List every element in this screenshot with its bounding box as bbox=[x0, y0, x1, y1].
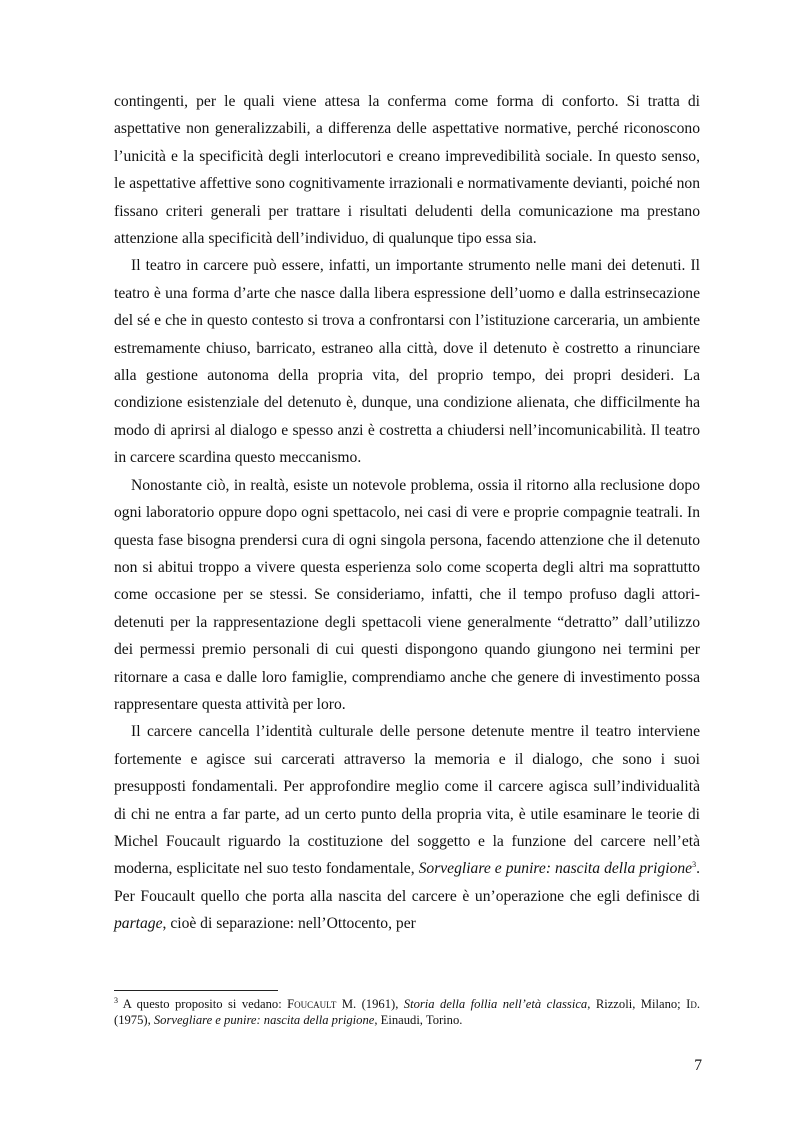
footnote-text: , Rizzoli, Milano; bbox=[587, 997, 687, 1011]
footnote-text: M. (1961), bbox=[336, 997, 404, 1011]
italic-term: partage bbox=[114, 915, 163, 933]
footnote-text: . (1975), bbox=[114, 997, 700, 1027]
paragraph: Il teatro in carcere può essere, infatti, un importante strumento nelle mani dei detenuti. Il teatro è una forma d’arte che nasce dalla libera espressione dell’uomo e dalla estrinsecazione del sé e che in questo contesto si trova a confrontarsi con l’istituzione carceraria, un ambiente estremamente chiuso, barricato, estraneo alla città, dove il detenuto è costretto a rinunciare alla gestione autonoma della propria vita, del proprio tempo, dei propri desideri. La condizione esistenziale del detenuto è, dunque, una condizione alienata, che difficilmente ha modo di aprirsi al dialogo e spesso anzi è costretta a chiudersi nell’incomunicabilità. Il teatro in carcere scardina questo meccanismo. bbox=[114, 257, 700, 467]
book-title: Sorvegliare e punire: nascita della prigione bbox=[153, 1012, 375, 1027]
book-title: Sorvegliare e punire: nascita della prigione bbox=[418, 860, 693, 878]
main-text bbox=[114, 88, 700, 938]
footnote-reference[interactable]: 3 bbox=[692, 860, 697, 870]
footnote-number: 3 bbox=[114, 995, 118, 1005]
footnote-separator bbox=[114, 990, 278, 991]
footnote-text: A questo proposito si vedano: bbox=[118, 997, 288, 1011]
paragraph bbox=[114, 718, 700, 937]
author-name: Id bbox=[686, 997, 697, 1011]
author-name: Foucault bbox=[287, 997, 337, 1011]
footnote-text: , Einaudi, Torino. bbox=[374, 1012, 463, 1027]
paragraph-text: , cioè di separazione: nell’Ottocento, per bbox=[162, 915, 416, 933]
footnote bbox=[114, 997, 700, 1028]
book-title: Storia della follia nell’età classica bbox=[403, 997, 588, 1011]
paragraph-text: . Per Foucault quello che porta alla nascita del carcere è un’operazione che egli definisce di bbox=[114, 860, 700, 905]
paragraph: contingenti, per le quali viene attesa la conferma come forma di conforto. Si tratta di aspettative non generalizzabili, a differenza delle aspettative normative, perché riconoscono l’unicità e la specificità degli interlocutori e creano imprevedibilità sociale. In questo senso, le aspettative affettive sono cognitivamente irrazionali e normativamente devianti, poiché non fissano criteri generali per trattare i risultati deludenti della comunicazione ma prestano attenzione alla specificità dell’individuo, di qualunque tipo essa sia. bbox=[114, 93, 700, 248]
paragraph-text: Il carcere cancella l’identità culturale delle persone detenute mentre il teatro interviene fortemente e agisce sui carcerati attraverso la memoria e il dialogo, che sono i suoi presupposti fondamentali. Per approfondire meglio come il carcere agisca sull’individualità di chi ne entra a far parte, ad un certo punto della propria vita, è utile esaminare le teorie di Michel Foucault riguardo la costituzione del soggetto e la funzione del carcere nell’età moderna, esplicitate nel suo testo fondamentale, bbox=[114, 723, 700, 878]
footnotes bbox=[114, 997, 700, 1028]
page-number: 7 bbox=[694, 1057, 702, 1074]
paragraph: Nonostante ciò, in realtà, esiste un notevole problema, ossia il ritorno alla reclusione dopo ogni laboratorio oppure dopo ogni spettacolo, nei casi di vere e proprie compagnie teatrali. In questa fase bisogna prendersi cura di ogni singola persona, facendo attenzione che il detenuto non si abitui troppo a vivere questa esperienza solo come scoperta degli altri ma soprattutto come occasione per se stessi. Se consideriamo, infatti, che il tempo profuso dagli attori-detenuti per la rappresentazione degli spettacoli viene generalmente “detratto” dall’utilizzo dei permessi premio personali di cui questi dispongono quando giungono nei termini per ritornare a casa e dalle loro famiglie, comprendiamo anche che genere di investimento possa rappresentare questa attività per loro. bbox=[114, 476, 700, 713]
